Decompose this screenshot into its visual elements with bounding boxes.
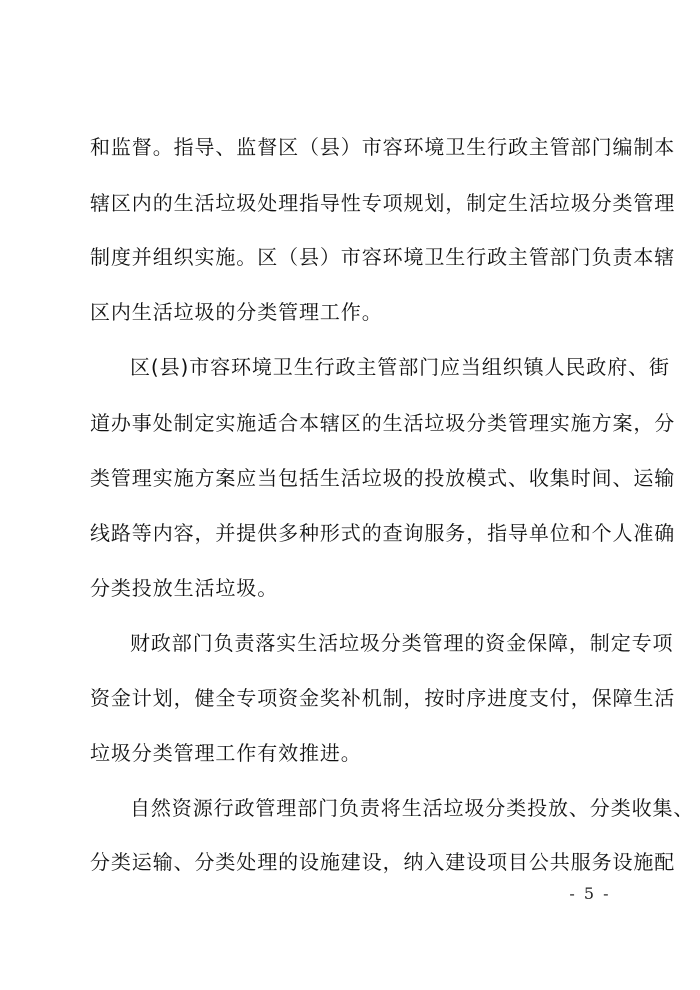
text-line: 区内生活垃圾的分类管理工作。 [90, 300, 383, 324]
paragraph-first-line: 财政部门负责落实生活垃圾分类管理的资金保障，制定专项 [130, 631, 674, 655]
text-line: 制度并组织实施。区（县）市容环境卫生行政主管部门负责本辖 [90, 245, 676, 269]
text-line: 类管理实施方案应当包括生活垃圾的投放模式、收集时间、运输 [90, 466, 676, 490]
text-line: 道办事处制定实施适合本辖区的生活垃圾分类管理实施方案，分 [90, 411, 676, 435]
paragraph-first-line: 区(县)市容环境卫生行政主管部门应当组织镇人民政府、街 [130, 355, 670, 379]
text-line: 和监督。指导、监督区（县）市容环境卫生行政主管部门编制本 [90, 135, 676, 159]
text-line: 资金计划，健全专项资金奖补机制，按时序进度支付，保障生活 [90, 686, 676, 710]
paragraph-first-line: 自然资源行政管理部门负责将生活垃圾分类投放、分类收集、 [130, 796, 695, 820]
text-line: 垃圾分类管理工作有效推进。 [90, 741, 362, 765]
text-line: 分类运输、分类处理的设施建设，纳入建设项目公共服务设施配 [90, 850, 676, 874]
text-line: 分类投放生活垃圾。 [90, 576, 279, 600]
text-line: 线路等内容，并提供多种形式的查询服务，指导单位和个人准确 [90, 521, 676, 545]
text-line: 辖区内的生活垃圾处理指导性专项规划，制定生活垃圾分类管理 [90, 191, 676, 215]
page-number: - 5 - [569, 884, 611, 903]
